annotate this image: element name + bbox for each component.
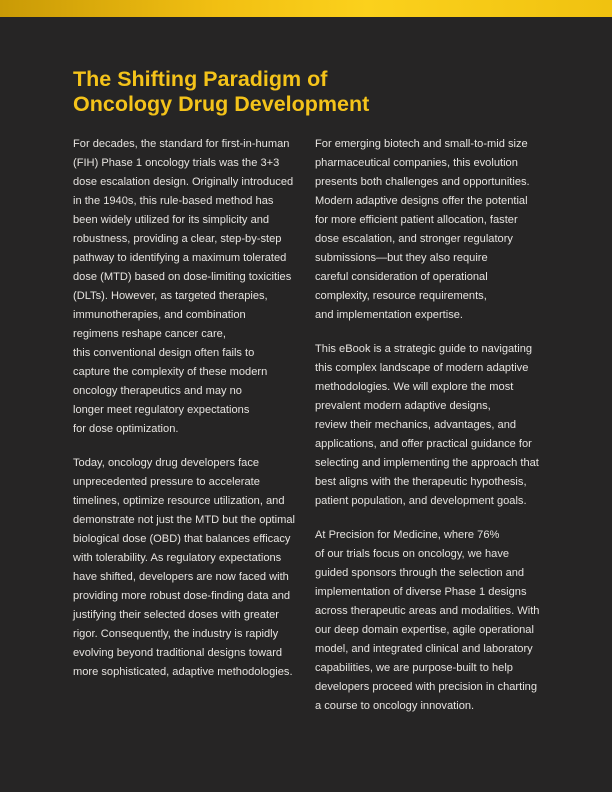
body-paragraph [315, 135, 551, 325]
text-line: review their mechanics, advantages, and [315, 419, 517, 431]
title-line: The Shifting Paradigm of [73, 67, 328, 91]
text-line: unprecedented pressure to accelerate [73, 476, 260, 488]
text-line: capabilities, we are purpose-built to help [315, 662, 513, 674]
text-line: biological dose (OBD) that balances efficacy [73, 533, 291, 545]
text-line: robustness, providing a clear, step-by-step [73, 233, 282, 245]
title-line: Oncology Drug Development [73, 92, 370, 116]
text-line: for dose optimization. [73, 423, 179, 435]
text-line: dose (MTD) based on dose-limiting toxicities [73, 271, 292, 283]
text-line: demonstrate not just the MTD but the optimal [73, 514, 295, 526]
body-paragraph [315, 526, 551, 716]
text-line: guided sponsors through the selection and [315, 567, 525, 579]
text-line: careful consideration of operational [315, 271, 488, 283]
text-line: been widely utilized for its simplicity and [73, 214, 270, 226]
text-line: and implementation expertise. [315, 309, 463, 321]
text-line: our deep domain expertise, agile operational [315, 624, 534, 636]
text-line: across therapeutic areas and modalities. With [315, 605, 540, 617]
text-line: For decades, the standard for first-in-human [73, 138, 290, 150]
text-line: best aligns with the therapeutic hypothesis, [315, 476, 527, 488]
text-line: immunotherapies, and combination [73, 309, 246, 321]
text-line: (DLTs). However, as targeted therapies, [73, 290, 268, 302]
body-paragraph [73, 135, 305, 439]
text-line: Today, oncology drug developers face [73, 457, 260, 469]
body-paragraph [73, 454, 305, 682]
page-title [73, 67, 553, 117]
right-column [315, 135, 551, 731]
text-line: This eBook is a strategic guide to navigating [315, 343, 533, 355]
text-line: justifying their selected doses with greater [73, 609, 279, 621]
text-line: selecting and implementing the approach that [315, 457, 539, 469]
body-paragraph [315, 340, 551, 511]
text-line: providing more robust dose-finding data and [73, 590, 291, 602]
text-line: patient population, and development goals. [315, 495, 527, 507]
text-line: methodologies. We will explore the most [315, 381, 514, 393]
text-line: (FIH) Phase 1 oncology trials was the 3+3 [73, 157, 280, 169]
text-line: developers proceed with precision in charting [315, 681, 537, 693]
text-line: of our trials focus on oncology, we have [315, 548, 510, 560]
text-line: this complex landscape of modern adaptive [315, 362, 529, 374]
text-line: longer meet regulatory expectations [73, 404, 250, 416]
text-line: pharmaceutical companies, this evolution [315, 157, 518, 169]
text-line: regimens reshape cancer care, [73, 328, 226, 340]
text-line: Modern adaptive designs offer the potential [315, 195, 528, 207]
text-line: evolving beyond traditional designs toward [73, 647, 283, 659]
text-line: for more efficient patient allocation, faster [315, 214, 518, 226]
left-column [73, 135, 305, 697]
text-line: oncology therapeutics and may no [73, 385, 242, 397]
text-line: pathway to identifying a maximum tolerated [73, 252, 287, 264]
text-line: capture the complexity of these modern [73, 366, 268, 378]
text-line: this conventional design often fails to [73, 347, 255, 359]
text-line: dose escalation, and stronger regulatory [315, 233, 513, 245]
text-line: a course to oncology innovation. [315, 700, 475, 712]
text-line: with tolerability. As regulatory expectations [73, 552, 282, 564]
text-line: applications, and offer practical guidance for [315, 438, 532, 450]
text-line: dose escalation design. Originally introduced [73, 176, 294, 188]
text-line: in the 1940s, this rule-based method has [73, 195, 274, 207]
text-line: more sophisticated, adaptive methodologies. [73, 666, 293, 678]
text-line: submissions—but they also require [315, 252, 488, 264]
top-accent-bar [0, 0, 612, 17]
text-line: At Precision for Medicine, where 76% [315, 529, 500, 541]
text-line: complexity, resource requirements, [315, 290, 487, 302]
text-line: timelines, optimize resource utilization, and [73, 495, 285, 507]
text-line: have shifted, developers are now faced with [73, 571, 289, 583]
text-line: prevalent modern adaptive designs, [315, 400, 491, 412]
text-line: For emerging biotech and small-to-mid size [315, 138, 528, 150]
text-line: model, and integrated clinical and laboratory [315, 643, 533, 655]
text-line: implementation of diverse Phase 1 designs [315, 586, 527, 598]
text-line: rigor. Consequently, the industry is rapidly [73, 628, 279, 640]
text-line: presents both challenges and opportunities. [315, 176, 530, 188]
